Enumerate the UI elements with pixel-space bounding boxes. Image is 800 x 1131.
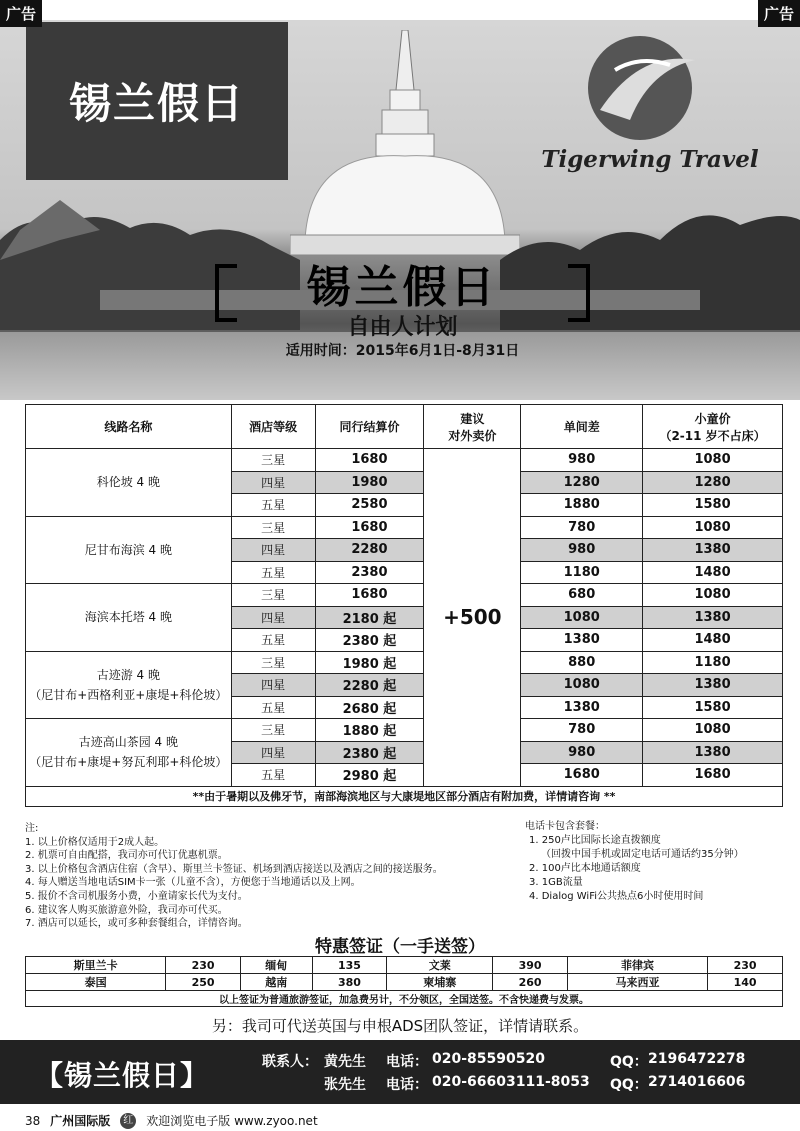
card-item: 1. 250卢比国际长途直拨额度 <box>529 835 661 846</box>
hotel-grade: 五星 <box>231 494 315 517</box>
header-hotel: 酒店等级 <box>231 405 315 449</box>
site-link[interactable]: 欢迎浏览电子版 www.zyoo.net <box>146 1114 318 1128</box>
header-child-line1: 小童价 <box>694 411 731 426</box>
banner-dates: 适用时间：2015年6月1日-8月31日 <box>285 343 520 359</box>
single-supplement: 1180 <box>521 561 643 584</box>
hotel-grade: 三星 <box>231 719 315 742</box>
route-name <box>26 516 232 584</box>
suggested-markup: +500 <box>424 449 521 787</box>
header-route: 线路名称 <box>26 405 232 449</box>
card-title: 电话卡包含套餐： <box>525 821 605 832</box>
notes-item: 2. 机票可自由配搭，我司亦可代订优惠机票。 <box>25 850 228 862</box>
hotel-grade: 四星 <box>231 741 315 764</box>
hotel-grade: 五星 <box>231 764 315 787</box>
card-item: （回拨中国手机或固定电话可通话约35分钟） <box>541 849 744 860</box>
single-supplement: 980 <box>521 741 643 764</box>
child-price: 1380 <box>643 539 783 562</box>
settle-price: 1680 <box>315 516 424 539</box>
hotel-grade: 四星 <box>231 674 315 697</box>
visa-price: 230 <box>166 957 241 974</box>
settle-price: 1980 <box>315 471 424 494</box>
hotel-grade: 四星 <box>231 539 315 562</box>
route-name-line: 尼甘布海滨 4 晚 <box>84 542 172 557</box>
single-supplement: 880 <box>521 651 643 674</box>
header-child <box>643 405 783 449</box>
settle-price: 2680 起 <box>315 696 424 719</box>
child-price: 1080 <box>643 449 783 472</box>
single-supplement: 1280 <box>521 471 643 494</box>
notes-item: 5. 报价不含司机服务小费，小童请家长代为支付。 <box>25 890 248 902</box>
visa-table <box>25 956 783 1007</box>
page-number: 38 <box>25 1113 41 1128</box>
child-price: 1380 <box>643 606 783 629</box>
hotel-grade: 三星 <box>231 516 315 539</box>
child-price: 1380 <box>643 741 783 764</box>
contact-label: 联系人： <box>262 1054 318 1070</box>
route-name-line: （尼甘布+康堤+努瓦利耶+科伦坡） <box>29 755 228 770</box>
header-suggest-line2: 对外卖价 <box>448 428 497 443</box>
qq-label-2: QQ： <box>610 1077 648 1093</box>
visa-title: 特惠签证（一手送签） <box>315 937 485 957</box>
settle-price: 1680 <box>315 584 424 607</box>
header-title-box <box>26 22 288 180</box>
extra-visa-note: 另：我司可代送英国与申根ADS团队签证，详情请联系。 <box>211 1017 589 1035</box>
header-child-line2: （2-11 岁不占床） <box>659 428 766 443</box>
hotel-grade: 五星 <box>231 696 315 719</box>
child-price: 1580 <box>643 696 783 719</box>
tel-1: 020-85590520 <box>432 1051 545 1067</box>
table-footnote-row <box>26 786 783 806</box>
single-supplement: 1380 <box>521 629 643 652</box>
visa-price: 135 <box>312 957 387 974</box>
table-row <box>26 584 783 607</box>
header-single: 单间差 <box>521 405 643 449</box>
notes-item: 3. 以上价格包含酒店住宿（含早）、斯里兰卡签证、机场到酒店接送以及酒店之间的接送服务。 <box>25 863 443 875</box>
visa-price: 230 <box>708 957 783 974</box>
qq-2: 2714016606 <box>648 1074 746 1090</box>
logo-text: Tigerwing Travel <box>541 146 759 173</box>
header-suggest <box>424 405 521 449</box>
hotel-grade: 四星 <box>231 471 315 494</box>
visa-price: 260 <box>493 974 568 991</box>
visa-country: 越南 <box>240 974 312 991</box>
banner-bracket-right <box>568 264 590 322</box>
tigerwing-logo <box>520 30 780 190</box>
settle-price: 2280 <box>315 539 424 562</box>
settle-price: 1880 起 <box>315 719 424 742</box>
child-price: 1680 <box>643 764 783 787</box>
notes-item: 1. 以上价格仅适用于2成人起。 <box>25 836 165 848</box>
visa-price: 390 <box>493 957 568 974</box>
contact-name-1: 黄先生 <box>324 1054 366 1070</box>
single-supplement: 980 <box>521 539 643 562</box>
route-name <box>26 584 232 652</box>
edition-label: 广州国际版 <box>50 1114 111 1128</box>
tel-label-2: 电话： <box>386 1077 428 1093</box>
hotel-grade: 四星 <box>231 606 315 629</box>
single-supplement: 680 <box>521 584 643 607</box>
visa-price: 380 <box>312 974 387 991</box>
visa-country: 柬埔寨 <box>387 974 493 991</box>
visa-country: 马来西亚 <box>567 974 707 991</box>
hotel-grade: 三星 <box>231 584 315 607</box>
table-header-row <box>26 405 783 449</box>
route-name-line: 科伦坡 4 晚 <box>96 475 160 490</box>
visa-country: 菲律宾 <box>567 957 707 974</box>
visa-row <box>26 957 783 974</box>
table-row <box>26 651 783 674</box>
table-row <box>26 516 783 539</box>
visa-price: 250 <box>166 974 241 991</box>
ad-tag-left: 广告 <box>0 0 42 27</box>
footer-brand: 【锡兰假日】 <box>35 1059 210 1092</box>
card-item: 3. 1GB流量 <box>529 877 583 888</box>
banner-bracket-left <box>215 264 237 322</box>
child-price: 1180 <box>643 651 783 674</box>
single-supplement: 980 <box>521 449 643 472</box>
settle-price: 2380 起 <box>315 741 424 764</box>
single-supplement: 1680 <box>521 764 643 787</box>
table-footnote: **由于暑期以及佛牙节，南部海滨地区与大康堤地区部分酒店有附加费，详情请咨询 ** <box>26 786 783 806</box>
settle-price: 2180 起 <box>315 606 424 629</box>
route-name-line: （尼甘布+西格利亚+康堤+科伦坡） <box>29 687 228 702</box>
route-name <box>26 651 232 719</box>
single-supplement: 1080 <box>521 606 643 629</box>
page-footer <box>25 1112 318 1129</box>
child-price: 1480 <box>643 561 783 584</box>
visa-note-row <box>26 991 783 1007</box>
single-supplement: 1880 <box>521 494 643 517</box>
settle-price: 2380 <box>315 561 424 584</box>
hotel-grade: 三星 <box>231 449 315 472</box>
single-supplement: 780 <box>521 719 643 742</box>
footer-bar <box>0 1040 800 1104</box>
banner-title: 锡兰假日 <box>306 262 499 313</box>
card-item: 2. 100卢比本地通话额度 <box>529 863 641 874</box>
tel-2: 020-66603111-8053 <box>432 1074 590 1090</box>
header-settle: 同行结算价 <box>315 405 424 449</box>
qq-label-1: QQ： <box>610 1054 648 1070</box>
main-banner <box>215 262 590 374</box>
notes-item: 4. 每人赠送当地电话SIM卡一张（儿童不含），方便您于当地通话以及上网。 <box>25 877 361 889</box>
notes-item: 7. 酒店可以延长，或可多种套餐组合，详情咨询。 <box>25 918 248 930</box>
header-title: 锡兰假日 <box>68 79 245 128</box>
header-suggest-line1: 建议 <box>460 411 485 426</box>
tel-label-1: 电话： <box>386 1054 428 1070</box>
contact-name-2: 张先生 <box>324 1077 366 1093</box>
hotel-grade: 三星 <box>231 651 315 674</box>
route-name-line: 古迹游 4 晚 <box>96 667 160 682</box>
settle-price: 1980 起 <box>315 651 424 674</box>
visa-country: 缅甸 <box>240 957 312 974</box>
child-price: 1580 <box>643 494 783 517</box>
visa-country: 泰国 <box>26 974 166 991</box>
settle-price: 1680 <box>315 449 424 472</box>
settle-price: 2580 <box>315 494 424 517</box>
single-supplement: 780 <box>521 516 643 539</box>
settle-price: 2280 起 <box>315 674 424 697</box>
logo-badge-icon: 红 <box>120 1113 136 1129</box>
visa-note: 以上签证为普通旅游签证，加急费另计，不分领区，全国送签。不含快递费与发票。 <box>26 991 783 1007</box>
settle-price: 2380 起 <box>315 629 424 652</box>
visa-row <box>26 974 783 991</box>
visa-country: 斯里兰卡 <box>26 957 166 974</box>
notes-section <box>25 822 525 931</box>
child-price: 1080 <box>643 584 783 607</box>
tigerwing-logo-icon <box>520 30 780 146</box>
route-name-line: 古迹高山茶园 4 晚 <box>78 735 178 750</box>
hotel-grade: 五星 <box>231 629 315 652</box>
card-item: 4. Dialog WiFi公共热点6小时使用时间 <box>529 891 704 902</box>
notes-item: 6. 建议客人购买旅游意外险，我司亦可代买。 <box>25 904 228 916</box>
phone-card-section <box>525 820 785 904</box>
settle-price: 2980 起 <box>315 764 424 787</box>
single-supplement: 1380 <box>521 696 643 719</box>
notes-title: 注: <box>25 823 39 834</box>
visa-country: 文莱 <box>387 957 493 974</box>
child-price: 1080 <box>643 516 783 539</box>
route-name-line: 海滨本托塔 4 晚 <box>84 610 172 625</box>
child-price: 1280 <box>643 471 783 494</box>
ad-tag-right: 广告 <box>758 0 800 27</box>
price-table <box>25 404 783 807</box>
child-price: 1480 <box>643 629 783 652</box>
banner-subtitle: 自由人计划 <box>347 315 458 340</box>
single-supplement: 1080 <box>521 674 643 697</box>
hero-image <box>0 20 800 400</box>
qq-1: 2196472278 <box>648 1051 746 1067</box>
child-price: 1080 <box>643 719 783 742</box>
hotel-grade: 五星 <box>231 561 315 584</box>
route-name <box>26 719 232 787</box>
visa-price: 140 <box>708 974 783 991</box>
route-name <box>26 449 232 517</box>
table-row <box>26 449 783 472</box>
child-price: 1380 <box>643 674 783 697</box>
table-row <box>26 719 783 742</box>
